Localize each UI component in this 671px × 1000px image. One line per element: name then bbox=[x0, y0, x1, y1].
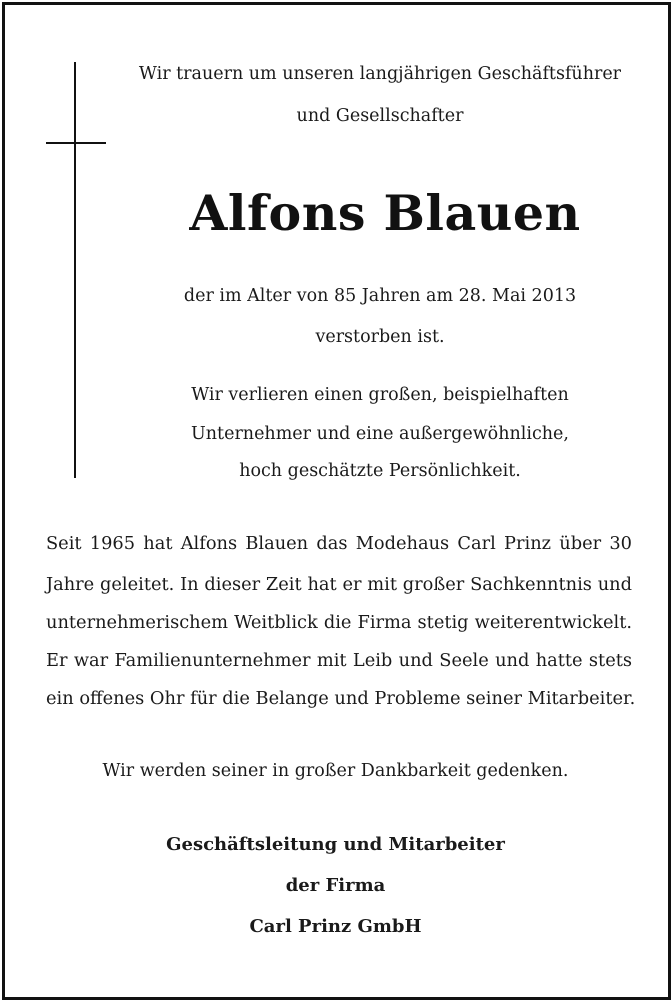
paragraph-line-3: unternehmerischem Weitblick die Firma stetig weiterentwickelt. bbox=[46, 612, 632, 633]
signature-line-1: Geschäftsleitung und Mitarbeiter bbox=[166, 834, 505, 855]
age-line-2: verstorben ist. bbox=[315, 327, 445, 347]
paragraph-line-5: ein offenes Ohr für die Belange und Probleme seiner Mitarbeiter. bbox=[46, 688, 636, 709]
signature-line-3: Carl Prinz GmbH bbox=[249, 916, 422, 937]
deceased-name: Alfons Blauen bbox=[189, 184, 581, 242]
paragraph-line-4: Er war Familienunternehmer mit Leib und Seele und hatte stets bbox=[46, 650, 632, 671]
intro-line-2: und Gesellschafter bbox=[296, 106, 464, 126]
tribute-line-2: Unternehmer und eine außergewöhnliche, bbox=[191, 424, 569, 444]
age-line-1: der im Alter von 85 Jahren am 28. Mai 2013 bbox=[183, 286, 577, 306]
signature-line-2: der Firma bbox=[285, 875, 386, 896]
closing-line: Wir werden seiner in großer Dankbarkeit gedenken. bbox=[102, 761, 569, 781]
cross-horizontal-bar bbox=[46, 142, 106, 144]
tribute-line-1: Wir verlieren einen großen, beispielhaften bbox=[191, 385, 569, 405]
cross-vertical-bar bbox=[74, 62, 76, 478]
intro-line-1: Wir trauern um unseren langjährigen Geschäftsführer bbox=[138, 64, 622, 84]
paragraph-line-2: Jahre geleitet. In dieser Zeit hat er mit großer Sachkenntnis und bbox=[46, 574, 632, 595]
tribute-line-3: hoch geschätzte Persönlichkeit. bbox=[239, 461, 521, 481]
paragraph-line-1: Seit 1965 hat Alfons Blauen das Modehaus Carl Prinz über 30 bbox=[46, 533, 632, 554]
